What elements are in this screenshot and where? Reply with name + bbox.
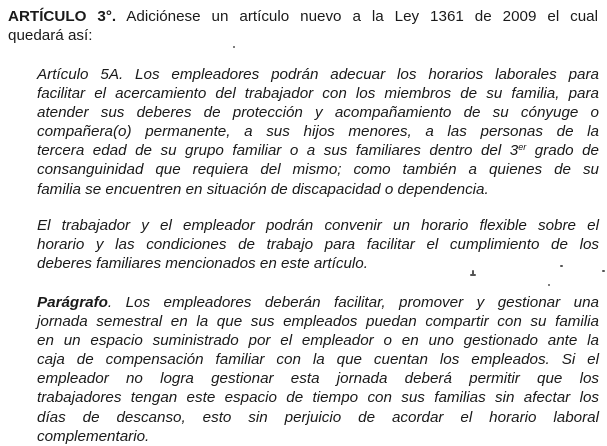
scan-speck	[548, 284, 550, 286]
paragraph-line: jornada semestral en la que sus empleados puedan compartir con su familia	[37, 313, 599, 331]
flexible-schedule-paragraph	[37, 216, 599, 273]
paragraph-line: compañera(o) permanente, a sus hijos menores, a las personas de la	[37, 123, 599, 141]
paragraph-line: horario y las condiciones de trabajo para facilitar el cumplimiento de los	[37, 236, 599, 254]
paragraph-line: atender sus deberes de protección y acompañamiento de su cónyuge o	[37, 104, 599, 122]
paragraph-line: en un espacio suministrado por el empleador o en uno gestionado ante la	[37, 332, 599, 350]
heading-text: Adiciónese un artículo nuevo a la Ley 1361 de 2009 el cual	[126, 8, 598, 25]
scan-speck	[560, 265, 563, 267]
article-label: ARTÍCULO 3°.	[8, 8, 117, 25]
paragraph-line: consanguinidad que requiera del mismo; como también a quienes de su	[37, 161, 599, 179]
paragraph-line: facilitar el acercamiento del trabajador con los miembros de su familia, para	[37, 85, 599, 103]
heading-line	[8, 7, 598, 26]
paragrafo-label: Parágrafo	[37, 294, 108, 311]
article-heading	[8, 7, 598, 45]
paragraph-line: familia se encuentren en situación de discapacidad o dependencia.	[37, 180, 489, 198]
heading-line: quedará así:	[8, 27, 93, 44]
scan-speck	[602, 270, 605, 272]
paragraph-line: trabajadores tengan este espacio de tiempo con sus familias sin afectar los	[37, 389, 599, 407]
article-5a-paragraph	[37, 65, 599, 199]
paragraph-line: El trabajador y el empleador podrán convenir un horario flexible sobre el	[37, 217, 599, 234]
paragraph-line: deberes familiares mencionados en este artículo.	[37, 255, 368, 273]
line-text: tercera edad de su grupo familiar o a sus familiares dentro del 3	[37, 142, 519, 160]
line-text: grado de	[526, 142, 599, 160]
paragraph-line: empleador no logra gestionar esta jornada deberá permitir que los	[37, 370, 599, 388]
paragrafo-paragraph	[37, 293, 599, 446]
scan-speck	[472, 270, 474, 276]
paragraph-line: caja de compensación familiar con la que cuentan los empleados. Si el	[37, 351, 599, 369]
paragraph-line: días de descanso, esto sin perjuicio de acordar el horario laboral	[37, 408, 599, 426]
paragraph-line: Artículo 5A. Los empleadores podrán adecuar los horarios laborales para	[37, 66, 599, 83]
paragraph-line	[37, 293, 599, 312]
paragraph-line: complementario.	[37, 427, 150, 445]
line-text: . Los empleadores deberán facilitar, promover y gestionar una	[107, 294, 599, 311]
paragraph-line	[37, 141, 599, 160]
scan-speck	[233, 46, 235, 48]
ordinal-superscript: er	[518, 142, 527, 153]
